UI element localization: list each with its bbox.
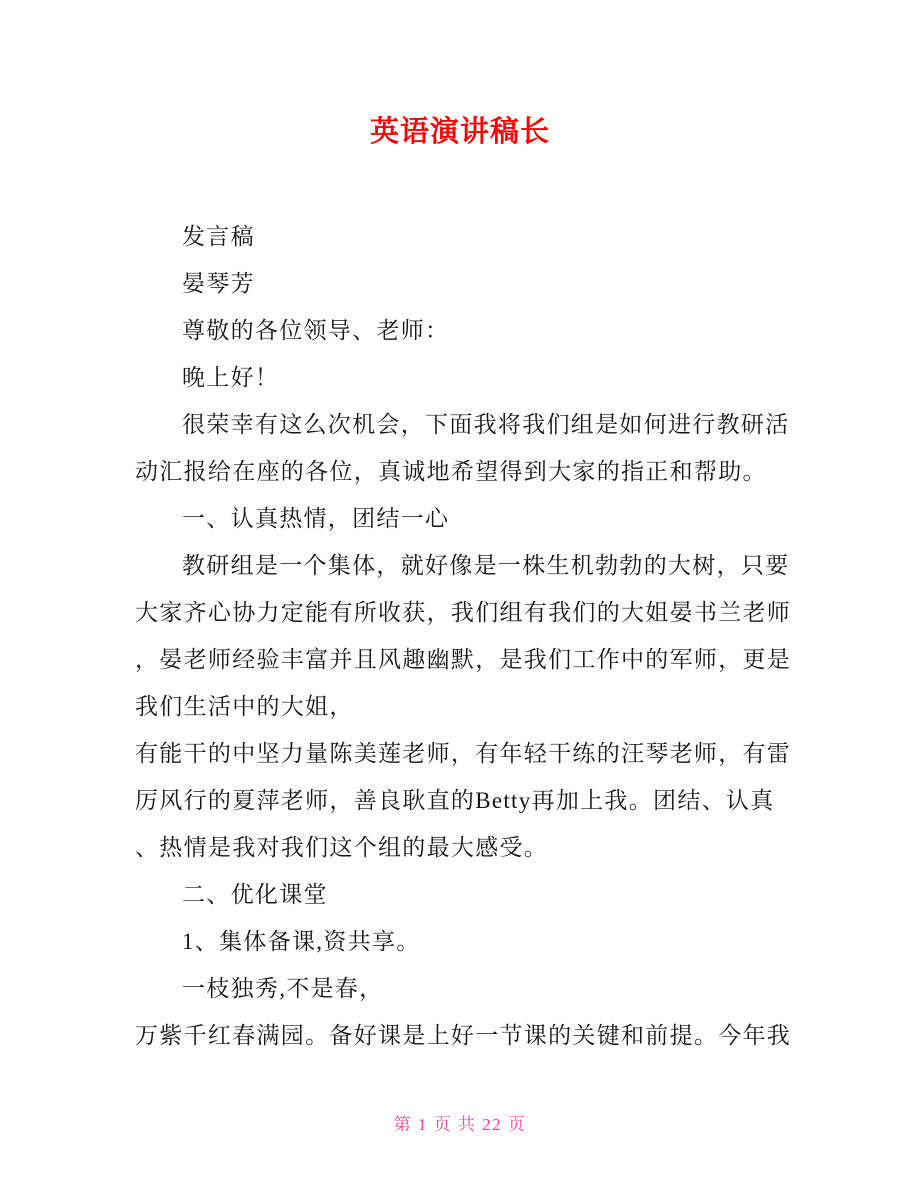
text-line: 我们生活中的大姐， (135, 694, 354, 719)
text-line: 1、集体备课,资共享。 (182, 929, 421, 954)
document-body (135, 213, 795, 1059)
text-line: 动汇报给在座的各位，真诚地希望得到大家的指正和帮助。 (135, 459, 767, 484)
text-line: 大家齐心协力定能有所收获，我们组有我们的大姐晏书兰老师 (135, 600, 792, 625)
text-line: 很荣幸有这么次机会，下面我将我们组是如何进行教研活 (182, 412, 790, 437)
text-line: 一、认真热情，团结一心 (182, 506, 450, 531)
text-line: 一枝独秀,不是春， (182, 976, 384, 1001)
text-line: 晚上好！ (182, 365, 280, 390)
page-title: 英语演讲稿长 (369, 116, 550, 148)
text-line: 教研组是一个集体，就好像是一株生机勃勃的大树，只要 (182, 553, 790, 578)
text-line: ，晏老师经验丰富并且风趣幽默，是我们工作中的军师，更是 (135, 647, 792, 672)
text-line: 发言稿 (182, 224, 255, 249)
text-line: 尊敬的各位领导、老师： (182, 318, 450, 343)
text-line: 晏琴芳 (182, 271, 255, 296)
text-line: 二、优化课堂 (182, 882, 328, 907)
text-line: 有能干的中坚力量陈美莲老师，有年轻干练的汪琴老师，有雷 (135, 741, 792, 766)
page-footer: 第 1 页 共 22 页 (393, 1115, 527, 1134)
text-line: 万紫千红春满园。备好课是上好一节课的关键和前提。今年我 (135, 1023, 792, 1048)
text-line: 厉风行的夏萍老师，善良耿直的Betty再加上我。团结、认真 (135, 788, 775, 813)
text-line: 、热情是我对我们这个组的最大感受。 (135, 835, 549, 860)
